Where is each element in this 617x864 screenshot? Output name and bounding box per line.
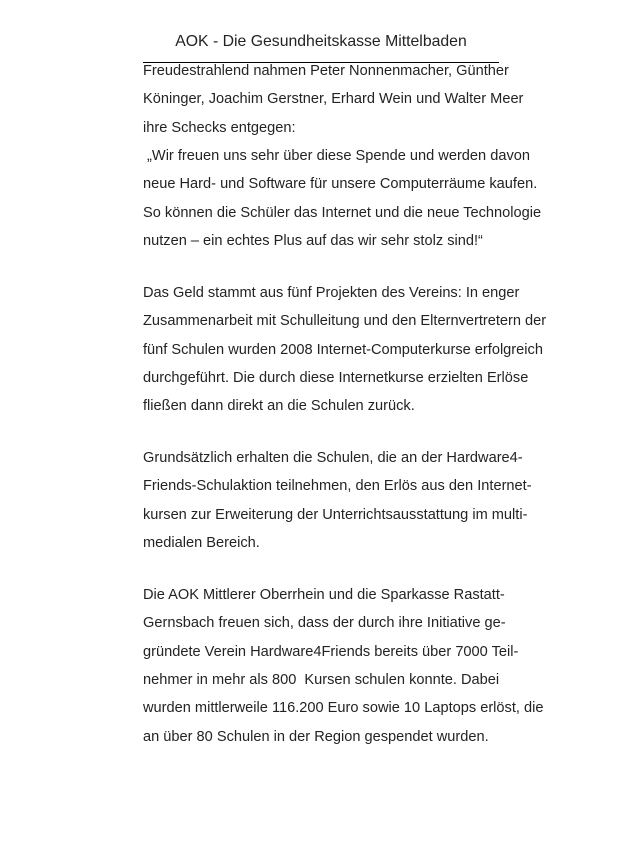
text-line: fünf Schulen wurden 2008 Internet-Computerkurse erfolgreich (143, 341, 543, 358)
text-line: durchgeführt. Die durch diese Internetkurse erzielten Erlöse (143, 369, 529, 386)
paragraph-zitat (143, 142, 543, 255)
paragraph-bilanz (143, 581, 543, 751)
text-line: medialen Bereich. (143, 535, 260, 552)
text-line: Gernsbach freuen sich, dass der durch ihre Initiative ge- (143, 615, 506, 632)
text-line: „Wir freuen uns sehr über diese Spende und werden davon (143, 148, 530, 165)
paragraph-schulaktion (143, 444, 543, 557)
document-body (143, 57, 547, 751)
text-line: Die AOK Mittlerer Oberrhein und die Sparkasse Rastatt- (143, 587, 505, 603)
text-line: nutzen – ein echtes Plus auf das wir sehr stolz sind!“ (143, 233, 483, 250)
text-line: Das Geld stammt aus fünf Projekten des Vereins: In enger (143, 284, 520, 301)
text-line: fließen dann direkt an die Schulen zurück. (143, 398, 415, 415)
text-line: Friends-Schulaktion teilnehmen, den Erlös aus den Internet- (143, 478, 532, 495)
text-line: ihre Schecks entgegen: (143, 119, 296, 136)
text-line: gründete Verein Hardware4Friends bereits über 7000 Teil- (143, 643, 519, 660)
text-line: Zusammenarbeit mit Schulleitung und den Elternvertretern der (143, 313, 547, 330)
paragraph-scheck-uebergabe (143, 57, 543, 142)
text-line: So können die Schüler das Internet und die neue Technologie (143, 204, 542, 221)
text-line: Köninger, Joachim Gerstner, Erhard Wein und Walter Meer (143, 91, 524, 108)
text-line: an über 80 Schulen in der Region gespendet wurden. (143, 728, 489, 745)
text-line: Freudestrahlend nahmen Peter Nonnenmacher, Günther (143, 63, 509, 79)
document-title: AOK - Die Gesundheitskasse Mittelbaden (175, 33, 467, 50)
text-line: Grundsätzlich erhalten die Schulen, die an der Hardware4- (143, 450, 523, 467)
text-line: wurden mittlerweile 116.200 Euro sowie 10 Laptops erlöst, die (143, 700, 544, 717)
text-line: neue Hard- und Software für unsere Computerräume kaufen. (143, 176, 538, 193)
paragraph-geld-herkunft (143, 279, 547, 421)
text-line: nehmer in mehr als 800 Kursen schulen konnte. Dabei (143, 672, 500, 689)
text-line: kursen zur Erweiterung der Unterrichtsausstattung im multi- (143, 506, 528, 523)
